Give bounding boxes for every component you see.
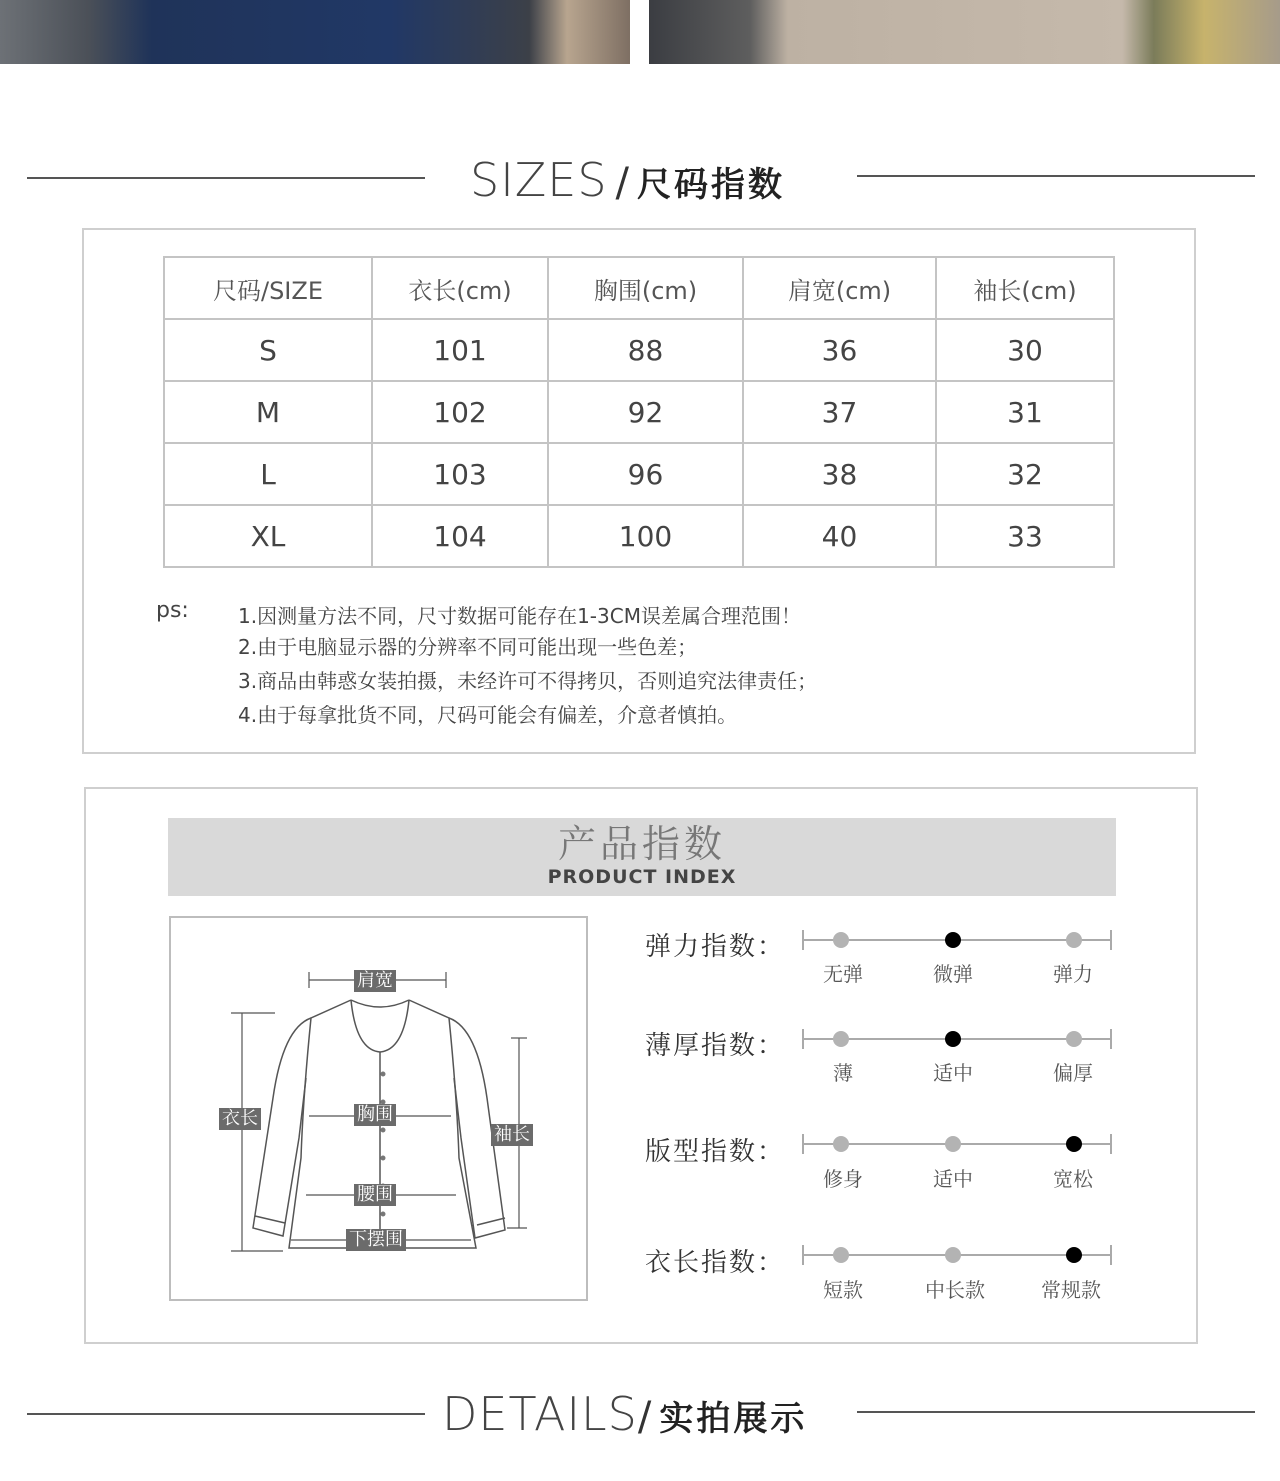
product-index-header — [168, 818, 1116, 896]
index-label-fit: 版型指数： — [645, 1137, 786, 1167]
cell-size: XL — [164, 505, 372, 567]
cell-chest: 88 — [548, 319, 743, 381]
index-scale — [802, 1134, 1112, 1154]
index-option: 无弹 — [823, 962, 863, 986]
index-option: 中长款 — [925, 1278, 985, 1302]
header-size: 尺码/SIZE — [164, 257, 372, 319]
cell-length: 104 — [372, 505, 548, 567]
ps-line-4: 4.由于每拿批货不同，尺码可能会有偏差，介意者慎拍。 — [238, 703, 738, 727]
label-waist: 腰围 — [354, 1184, 396, 1206]
scale-end-cap — [802, 1029, 804, 1049]
cell-shoulder: 38 — [743, 443, 936, 505]
scale-end-cap — [802, 1245, 804, 1265]
table-row — [164, 443, 1114, 505]
details-title-cn: 实拍展示 — [659, 1399, 808, 1439]
cell-size: L — [164, 443, 372, 505]
divider-line-left — [27, 1413, 425, 1415]
header-sleeve: 袖长(cm) — [936, 257, 1114, 319]
details-title-slash: / — [637, 1394, 652, 1440]
scale-dot — [833, 1136, 849, 1152]
index-option: 微弹 — [933, 962, 973, 986]
index-scale — [802, 1029, 1112, 1049]
scale-dot-selected — [945, 932, 961, 948]
product-index-title-cn: 产品指数 — [557, 822, 726, 866]
scale-end-cap — [1110, 930, 1112, 950]
index-label-elasticity: 弹力指数： — [645, 932, 786, 962]
table-row — [164, 381, 1114, 443]
label-hem: 下摆围 — [346, 1229, 406, 1251]
cell-chest: 96 — [548, 443, 743, 505]
garment-diagram — [169, 916, 588, 1301]
index-option: 偏厚 — [1053, 1061, 1093, 1085]
cell-length: 101 — [372, 319, 548, 381]
index-option: 弹力 — [1053, 962, 1093, 986]
cell-size: S — [164, 319, 372, 381]
scale-dot — [945, 1136, 961, 1152]
scale-dot — [945, 1247, 961, 1263]
cell-sleeve: 33 — [936, 505, 1114, 567]
divider-line-left — [27, 177, 425, 179]
cell-chest: 92 — [548, 381, 743, 443]
size-table — [163, 256, 1115, 568]
table-row — [164, 319, 1114, 381]
index-label-length: 衣长指数： — [645, 1248, 786, 1278]
scale-dot-selected — [1066, 1247, 1082, 1263]
label-shoulder: 肩宽 — [354, 970, 396, 992]
header-length: 衣长(cm) — [372, 257, 548, 319]
cell-shoulder: 37 — [743, 381, 936, 443]
scale-dot — [833, 1247, 849, 1263]
label-chest: 胸围 — [354, 1104, 396, 1126]
index-option: 短款 — [823, 1278, 863, 1302]
cell-length: 103 — [372, 443, 548, 505]
scale-end-cap — [802, 1134, 804, 1154]
scale-dot — [833, 1031, 849, 1047]
cell-sleeve: 31 — [936, 381, 1114, 443]
product-index-title-en: PRODUCT INDEX — [547, 866, 737, 888]
divider-line-right — [857, 175, 1255, 177]
index-label-thickness: 薄厚指数： — [645, 1031, 786, 1061]
index-scale — [802, 930, 1112, 950]
scale-end-cap — [1110, 1029, 1112, 1049]
cell-shoulder: 36 — [743, 319, 936, 381]
scale-end-cap — [802, 930, 804, 950]
cell-sleeve: 32 — [936, 443, 1114, 505]
sizes-title-slash: / — [615, 160, 630, 206]
divider-line-right — [857, 1411, 1255, 1413]
ps-label: ps: — [156, 598, 189, 623]
index-option: 常规款 — [1041, 1278, 1101, 1302]
scale-dot — [1066, 1031, 1082, 1047]
ps-line-1: 1.因测量方法不同，尺寸数据可能存在1-3CM误差属合理范围！ — [238, 604, 801, 628]
index-option: 修身 — [823, 1167, 863, 1191]
index-option: 适中 — [933, 1167, 973, 1191]
sizes-title-en: SIZES — [470, 153, 608, 207]
product-photo-left — [0, 0, 630, 64]
scale-end-cap — [1110, 1245, 1112, 1265]
index-option: 薄 — [833, 1061, 853, 1085]
header-chest: 胸围(cm) — [548, 257, 743, 319]
ps-line-3: 3.商品由韩惑女装拍摄，未经许可不得拷贝，否则追究法律责任； — [238, 669, 818, 693]
scale-dot-selected — [1066, 1136, 1082, 1152]
table-header-row — [164, 257, 1114, 319]
label-length: 衣长 — [219, 1108, 261, 1130]
cell-chest: 100 — [548, 505, 743, 567]
cell-sleeve: 30 — [936, 319, 1114, 381]
details-title-en: DETAILS — [442, 1387, 638, 1441]
scale-dot — [1066, 932, 1082, 948]
sizes-title-cn: 尺码指数 — [637, 165, 786, 205]
cell-length: 102 — [372, 381, 548, 443]
details-heading — [442, 1387, 807, 1441]
header-shoulder: 肩宽(cm) — [743, 257, 936, 319]
cell-shoulder: 40 — [743, 505, 936, 567]
scale-dot — [833, 932, 849, 948]
index-option: 适中 — [933, 1061, 973, 1085]
sizes-heading — [470, 153, 785, 207]
label-sleeve: 袖长 — [491, 1124, 533, 1146]
scale-dot-selected — [945, 1031, 961, 1047]
table-row — [164, 505, 1114, 567]
ps-line-2: 2.由于电脑显示器的分辨率不同可能出现一些色差； — [238, 635, 698, 659]
cell-size: M — [164, 381, 372, 443]
index-option: 宽松 — [1053, 1167, 1093, 1191]
product-photo-right — [649, 0, 1280, 64]
index-scale — [802, 1245, 1112, 1265]
scale-end-cap — [1110, 1134, 1112, 1154]
